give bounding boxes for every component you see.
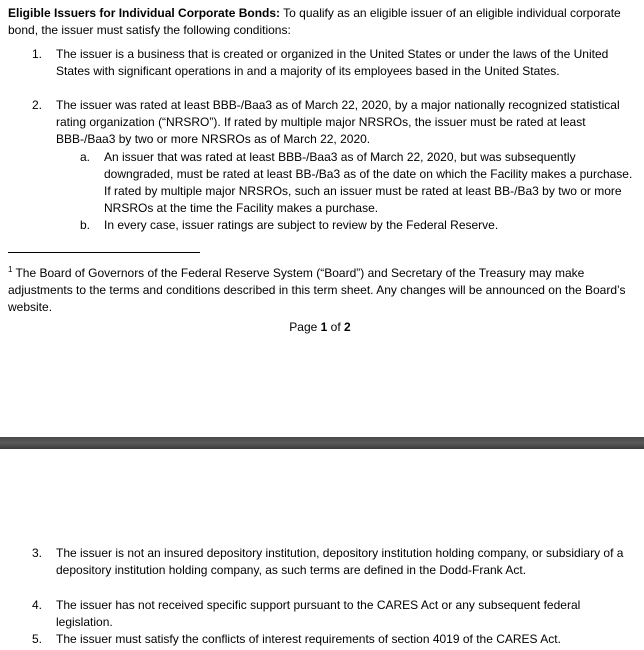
page-number xyxy=(0,319,640,336)
list-number: 4. xyxy=(32,598,43,612)
list-text: The issuer is not an insured depository institution, depository institution holding company, or subsidiary of a depository institution holding company, as such terms are defined in the Dodd-Frank Act. xyxy=(56,546,624,577)
page-current: 1 xyxy=(320,320,328,334)
document-page-2 xyxy=(0,449,644,650)
list-number: 1. xyxy=(32,47,43,61)
list-number: 5. xyxy=(32,632,43,646)
intro-paragraph xyxy=(8,5,634,39)
footnote-text: The Board of Governors of the Federal Reserve System (“Board”) and Secretary of the Treasury may make adjustments to the terms and conditions described in this term sheet. Any changes will be announced on the Board’s website. xyxy=(8,266,626,314)
footnote-mark: 1 xyxy=(8,265,13,274)
footnote-divider xyxy=(8,252,200,253)
list-text: The issuer is a business that is created or organized in the United States or under the laws of the United States with significant operations in and a majority of its employees based in the United States. xyxy=(56,47,609,78)
sub-list-text: In every case, issuer ratings are subject to review by the Federal Reserve. xyxy=(104,218,499,232)
list-number: 2. xyxy=(32,98,43,112)
list-text: The issuer must satisfy the conflicts of interest requirements of section 4019 of the CARES Act. xyxy=(56,632,561,646)
list-text: The issuer has not received specific support pursuant to the CARES Act or any subsequent federal legislation. xyxy=(56,598,581,629)
intro-heading: Eligible Issuers for Individual Corporate Bonds: xyxy=(8,6,281,20)
sub-list-letter: b. xyxy=(80,218,91,232)
page-label: Page xyxy=(289,320,318,334)
intro-text: To qualify as an eligible issuer of an eligible individual corporate bond, the issuer must satisfy the following conditions: xyxy=(8,6,621,37)
list-number: 3. xyxy=(32,546,43,560)
sub-list-text: An issuer that was rated at least BBB-/Baa3 as of March 22, 2020, but was subsequently downgraded, must be rated at least BB-/Ba3 as of the date on which the Facility makes a purchase. If rated by multiple major NRSROs, such an issuer must be rated at least BB-/Ba3 by two or more NRSROs at the time the Facility makes a purchase. xyxy=(104,150,633,215)
page-total: 2 xyxy=(344,320,351,334)
page-of: of xyxy=(330,320,341,334)
list-text: The issuer was rated at least BBB-/Baa3 as of March 22, 2020, by a major nationally recognized statistical rating organization (“NRSRO”). If rated by multiple major NRSROs, the issuer must be rated at least BBB-/Baa3 by two or more NRSROs as of March 22, 2020. xyxy=(56,98,620,146)
sub-list-letter: a. xyxy=(80,150,91,164)
footnote xyxy=(8,261,636,316)
page-separator xyxy=(0,437,644,449)
